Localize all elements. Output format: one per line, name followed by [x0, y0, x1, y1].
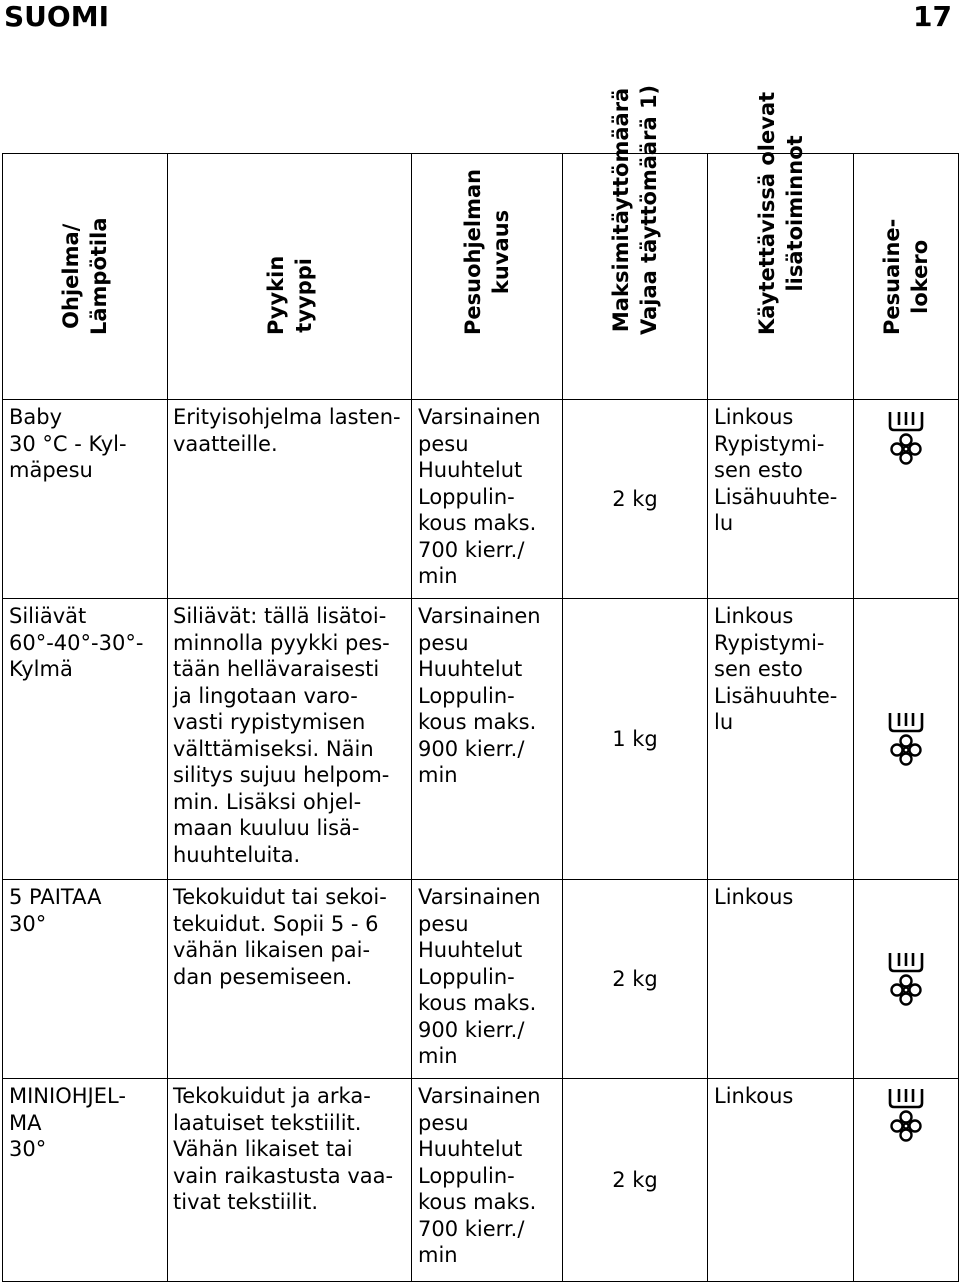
- page-header: [0, 0, 960, 40]
- table-row: [3, 880, 959, 1079]
- fabric-cell: Tekokuidut ja arka- laatuiset tekstiilit. Vähän likaiset tai vain raikastusta vaa- tivat tekstiilit.: [168, 1079, 412, 1282]
- description-cell: Varsinainen pesu Huuhtelut Loppulin- kous maks. 900 kierr./ min: [412, 599, 563, 880]
- detergent-drawer-icon: [854, 711, 958, 767]
- description-cell: Varsinainen pesu Huuhtelut Loppulin- kous maks. 900 kierr./ min: [412, 880, 563, 1079]
- program-cell: Baby 30 °C - Kyl- mäpesu: [3, 400, 168, 599]
- options-cell: Linkous Rypistymi- sen esto Lisähuuhte- lu: [708, 599, 854, 880]
- page-number: 17: [913, 0, 952, 33]
- fabric-cell: Erityisohjelma lasten- vaatteille.: [168, 400, 412, 599]
- fabric-cell: Siliävät: tällä lisätoi- minnolla pyykki pes- tään hellävaraisesti ja lingotaan varo- vasti rypistymisen välttämiseksi. Näin silitys sujuu helpom- min. Lisäksi ohjel- maan kuuluu lisä- huuhteluita.: [168, 599, 412, 880]
- program-cell: 5 PAITAA 30°: [3, 880, 168, 1079]
- detergent-cell: [854, 1079, 959, 1282]
- washing-program-table: [2, 84, 959, 1282]
- detergent-drawer-icon: [854, 400, 958, 466]
- fabric-cell: Tekokuidut tai sekoi- tekuidut. Sopii 5 - 6 vähän likaisen pai- dan pesemiseen.: [168, 880, 412, 1079]
- load-cell: 2 kg: [563, 880, 708, 1079]
- load-cell: 2 kg: [563, 1079, 708, 1282]
- options-cell: Linkous: [708, 880, 854, 1079]
- table-header-row: [3, 154, 959, 400]
- table-row: [3, 400, 959, 599]
- language-heading: SUOMI: [4, 0, 109, 33]
- column-header-program: Ohjelma/ Lämpötila: [3, 154, 168, 400]
- load-cell: 2 kg: [563, 400, 708, 599]
- options-cell: Linkous Rypistymi- sen esto Lisähuuhte- lu: [708, 400, 854, 599]
- table-row: [3, 599, 959, 880]
- description-cell: Varsinainen pesu Huuhtelut Loppulin- kous maks. 700 kierr./ min: [412, 400, 563, 599]
- column-header-options: Käytettävissä olevat lisätoiminnot: [708, 154, 854, 400]
- load-cell: 1 kg: [563, 599, 708, 880]
- detergent-cell: [854, 599, 959, 880]
- detergent-cell: [854, 400, 959, 599]
- column-header-load: Maksimitäyttömäärä Vajaa täyttömäärä 1): [563, 154, 708, 400]
- description-cell: Varsinainen pesu Huuhtelut Loppulin- kous maks. 700 kierr./ min: [412, 1079, 563, 1282]
- column-header-fabric-type: Pyykin tyyppi: [168, 154, 412, 400]
- program-cell: MINIOHJEL- MA 30°: [3, 1079, 168, 1282]
- detergent-drawer-icon: [854, 1079, 958, 1143]
- program-cell: Siliävät 60°-40°-30°- Kylmä: [3, 599, 168, 880]
- column-header-program-description: Pesuohjelman kuvaus: [412, 154, 563, 400]
- column-header-detergent: Pesuaine- lokero: [854, 154, 959, 400]
- table-row: [3, 1079, 959, 1282]
- detergent-cell: [854, 880, 959, 1079]
- detergent-drawer-icon: [854, 951, 958, 1007]
- options-cell: Linkous: [708, 1079, 854, 1282]
